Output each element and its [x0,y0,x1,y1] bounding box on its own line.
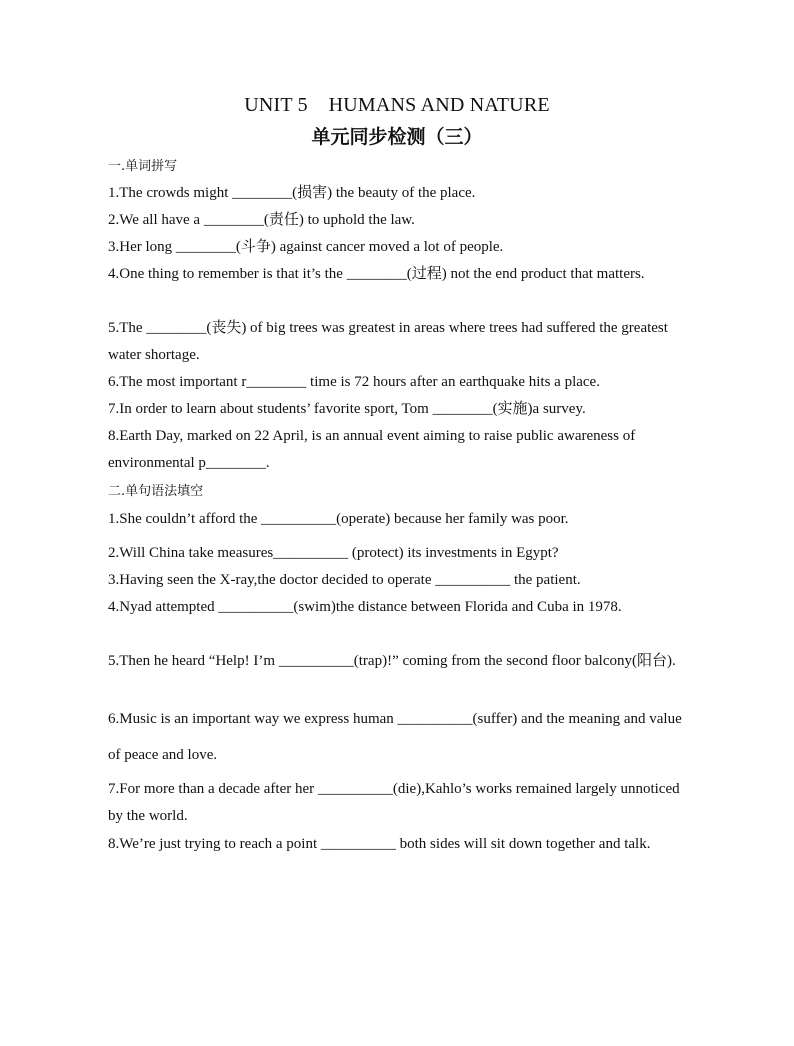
grammar-question-4: 4.Nyad attempted __________(swim)the distance between Florida and Cuba in 1978. [108,599,622,615]
grammar-question-3: 3.Having seen the X-ray,the doctor decided to operate __________ the patient. [108,572,581,588]
grammar-question-5: 5.Then he heard “Help! I’m __________(trap)!” coming from the second floor balcony(阳台). [108,653,676,669]
vocab-question-7: 7.In order to learn about students’ favorite sport, Tom ________(实施)a survey. [108,401,586,417]
vocab-question-1: 1.The crowds might ________(损害) the beauty of the place. [108,185,476,201]
section-heading-grammar: 二.单句语法填空 [108,484,204,499]
grammar-question-6: 6.Music is an important way we express human __________(suffer) and the meaning and value of peace and love. [108,711,682,763]
grammar-question-7: 7.For more than a decade after her __________(die),Kahlo’s works remained largely unnoticed by the world. [108,781,680,824]
vocab-question-3: 3.Her long ________(斗争) against cancer moved a lot of people. [108,239,504,255]
grammar-question-1: 1.She couldn’t afford the __________(operate) because her family was poor. [108,511,569,527]
vocab-question-6: 6.The most important r________ time is 72 hours after an earthquake hits a place. [108,374,600,390]
unit-title: UNIT 5 HUMANS AND NATURE [244,94,550,116]
vocab-question-4: 4.One thing to remember is that it’s the ________(过程) not the end product that matters. [108,266,645,282]
grammar-question-2: 2.Will China take measures__________ (protect) its investments in Egypt? [108,545,559,561]
section-heading-vocabulary: 一.单词拼写 [108,159,178,174]
grammar-question-8: 8.We’re just trying to reach a point __________ both sides will sit down together and talk. [108,836,651,852]
vocab-question-8: 8.Earth Day, marked on 22 April, is an annual event aiming to raise public awareness of environmental p________. [108,428,636,471]
vocab-question-2: 2.We all have a ________(责任) to uphold the law. [108,212,415,228]
unit-subtitle: 单元同步检测（三） [311,126,483,148]
vocab-question-5: 5.The ________(丧失) of big trees was greatest in areas where trees had suffered the greatest water shortage. [108,320,668,363]
